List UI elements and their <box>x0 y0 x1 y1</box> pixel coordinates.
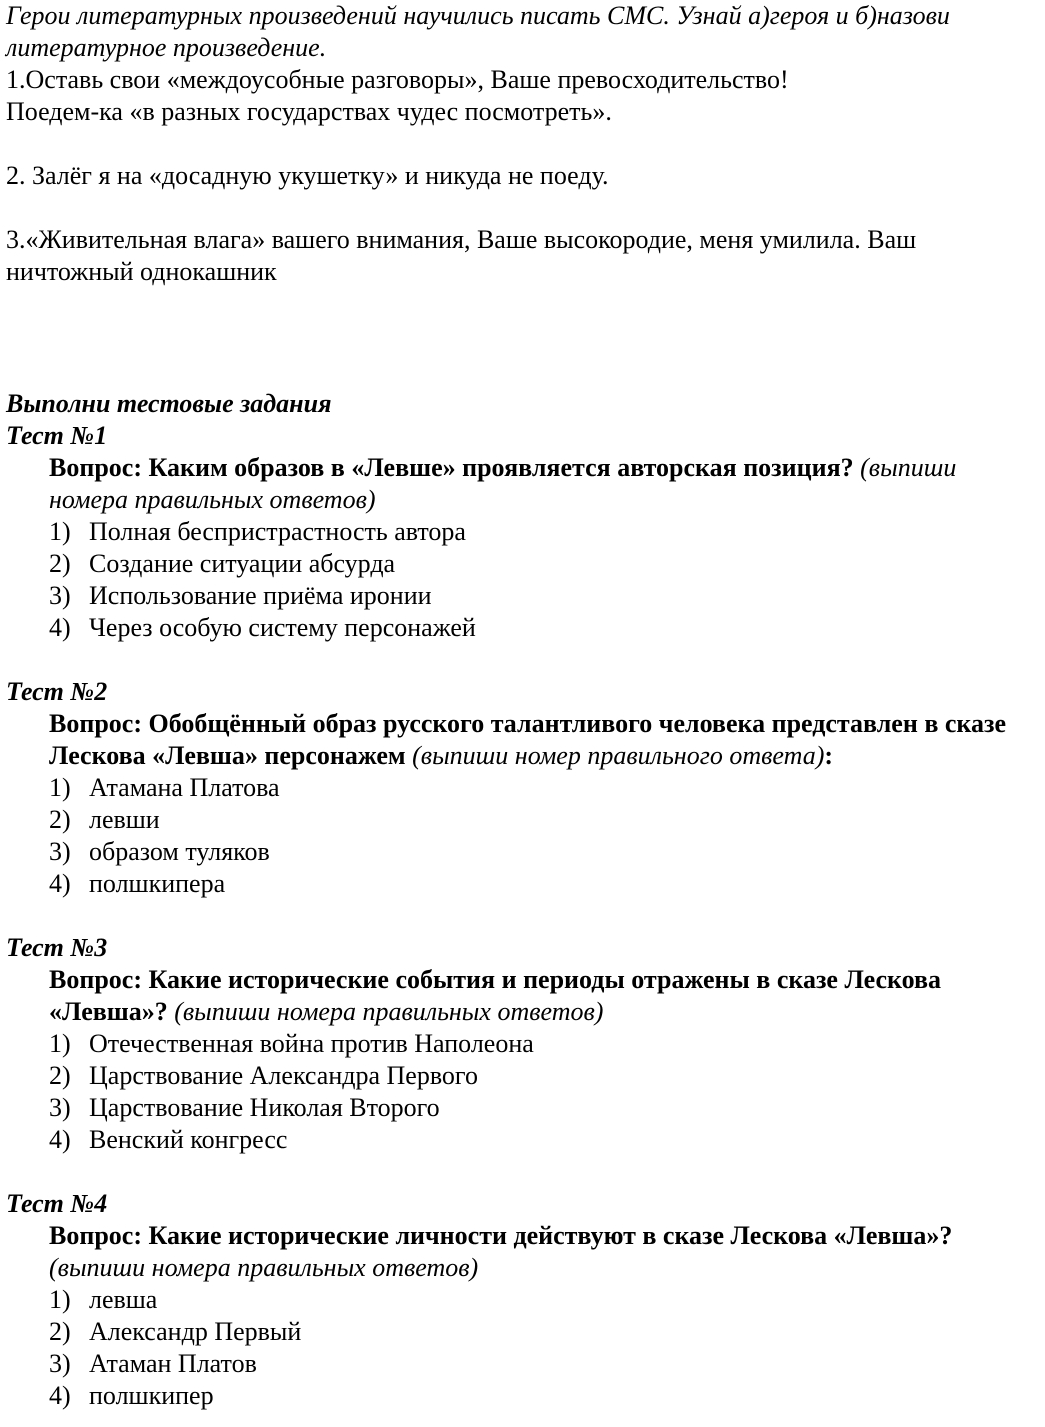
answer-number: 2) <box>49 805 71 834</box>
answer-text: Через особую систему персонажей <box>89 613 476 642</box>
test-title: Тест №4 <box>6 1189 108 1218</box>
answer-number: 2) <box>49 549 71 578</box>
spacer <box>6 128 1036 160</box>
answer-item <box>49 516 1036 548</box>
answer-number: 4) <box>49 1381 71 1410</box>
spacer <box>6 900 1036 932</box>
answer-text: полшкипера <box>89 869 226 898</box>
answer-number: 4) <box>49 613 71 642</box>
answer-item <box>49 1348 1036 1380</box>
answer-item <box>49 772 1036 804</box>
answer-text: левши <box>89 805 160 834</box>
answer-list <box>6 772 1036 900</box>
sms-3-line-1: 3.«Живительная влага» вашего внимания, Ваше высокородие, меня умилила. Ваш ничтожный однокашник <box>6 225 917 286</box>
test-question <box>49 708 1036 772</box>
tests-heading: Выполни тестовые задания <box>6 389 332 418</box>
answer-number: 2) <box>49 1317 71 1346</box>
answer-item <box>49 1380 1036 1412</box>
answer-text: Создание ситуации абсурда <box>89 549 396 578</box>
answer-item <box>49 1060 1036 1092</box>
sms-2-line-1: 2. Залёг я на «досадную укушетку» и никуда не поеду. <box>6 161 609 190</box>
test-question <box>49 964 1036 1028</box>
answer-text: Венский конгресс <box>89 1125 288 1154</box>
question-note: (выпиши номера правильных ответов) <box>49 453 957 514</box>
test-title: Тест №2 <box>6 677 108 706</box>
answer-item <box>49 868 1036 900</box>
answer-number: 1) <box>49 1285 71 1314</box>
answer-number: 4) <box>49 869 71 898</box>
answer-text: Отечественная война против Наполеона <box>89 1029 534 1058</box>
test-block-3 <box>6 932 1036 1156</box>
answer-number: 1) <box>49 517 71 546</box>
test-block-4 <box>6 1188 1036 1412</box>
test-block-2 <box>6 676 1036 900</box>
answer-text: левша <box>89 1285 158 1314</box>
answer-list <box>6 1284 1036 1412</box>
document-page <box>6 0 1036 1412</box>
answer-item <box>49 580 1036 612</box>
spacer <box>6 1156 1036 1188</box>
answer-number: 3) <box>49 581 71 610</box>
answer-number: 3) <box>49 837 71 866</box>
answer-number: 3) <box>49 1349 71 1378</box>
answer-number: 2) <box>49 1061 71 1090</box>
answer-text: Полная беспристрастность автора <box>89 517 466 546</box>
test-title: Тест №1 <box>6 421 108 450</box>
answer-number: 1) <box>49 773 71 802</box>
question-text: Вопрос: Какие исторические события и периоды отражены в сказе Лескова «Левша»? <box>49 965 942 1026</box>
test-block-1 <box>6 420 1036 644</box>
question-text: Вопрос: Обобщённый образ русского талантливого человека представлен в сказе Лескова «Левша» персонажем <box>49 709 1006 770</box>
answer-text: образом туляков <box>89 837 270 866</box>
spacer <box>6 644 1036 676</box>
question-note: (выпиши номер правильного ответа) <box>412 741 825 770</box>
answer-item <box>49 1028 1036 1060</box>
question-text: Вопрос: Какие исторические личности действуют в сказе Лескова «Левша»? <box>49 1221 953 1250</box>
answer-list <box>6 1028 1036 1156</box>
test-question <box>49 452 1036 516</box>
test-title: Тест №3 <box>6 933 108 962</box>
answer-text: Александр Первый <box>89 1317 302 1346</box>
answer-text: Атаман Платов <box>89 1349 257 1378</box>
intro-text: Герои литературных произведений научились писать СМС. Узнай а)героя и б)назови литературное произведение. <box>6 1 950 62</box>
answer-number: 4) <box>49 1125 71 1154</box>
answer-text: полшкипер <box>89 1381 214 1410</box>
answer-item <box>49 548 1036 580</box>
question-tail: : <box>824 741 834 770</box>
answer-text: Атамана Платова <box>89 773 280 802</box>
question-note: (выпиши номера правильных ответов) <box>174 997 604 1026</box>
question-note: (выпиши номера правильных ответов) <box>49 1253 479 1282</box>
answer-item <box>49 1284 1036 1316</box>
answer-text: Использование приёма иронии <box>89 581 432 610</box>
answer-item <box>49 1092 1036 1124</box>
answer-text: Царствование Николая Второго <box>89 1093 440 1122</box>
spacer <box>6 192 1036 224</box>
answer-item <box>49 804 1036 836</box>
sms-1-line-1: 1.Оставь свои «междоусобные разговоры», Ваше превосходительство! <box>6 65 789 94</box>
test-question <box>49 1220 1036 1284</box>
answer-item <box>49 836 1036 868</box>
sms-1-line-2: Поедем-ка «в разных государствах чудес посмотреть». <box>6 97 612 126</box>
answer-item <box>49 1124 1036 1156</box>
question-text: Вопрос: Каким образов в «Левше» проявляется авторская позиция? <box>49 453 854 482</box>
answer-number: 1) <box>49 1029 71 1058</box>
answer-item <box>49 612 1036 644</box>
answer-item <box>49 1316 1036 1348</box>
answer-number: 3) <box>49 1093 71 1122</box>
spacer <box>6 288 1036 388</box>
answer-text: Царствование Александра Первого <box>89 1061 478 1090</box>
answer-list <box>6 516 1036 644</box>
